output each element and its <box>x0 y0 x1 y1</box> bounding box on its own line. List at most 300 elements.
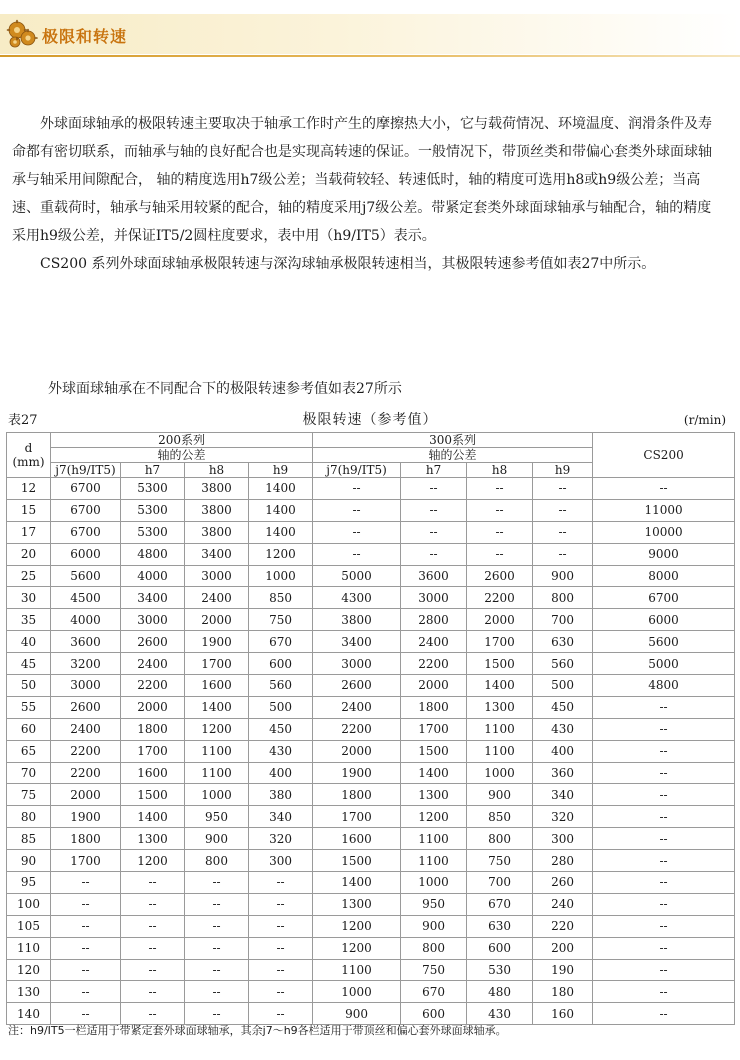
speed-cell: 4000 <box>121 565 185 587</box>
speed-cell: 320 <box>249 828 313 850</box>
table-row <box>7 565 735 587</box>
speed-cell: 1600 <box>121 762 185 784</box>
speed-cell: 850 <box>467 806 533 828</box>
speed-cell: 800 <box>533 587 593 609</box>
table-row <box>7 587 735 609</box>
speed-cell: 340 <box>533 784 593 806</box>
speed-cell: 360 <box>533 762 593 784</box>
speed-cell: 2000 <box>467 609 533 631</box>
speed-cell: 4500 <box>51 587 121 609</box>
tol-col-header: h7 <box>401 463 467 478</box>
speed-cell: 800 <box>401 937 467 959</box>
speed-cell: 1500 <box>313 850 401 872</box>
speed-cell: -- <box>313 521 401 543</box>
speed-cell: -- <box>401 499 467 521</box>
table-row <box>7 915 735 937</box>
speed-cell: 1700 <box>401 718 467 740</box>
speed-cell: -- <box>121 959 185 981</box>
speed-cell: 1500 <box>401 740 467 762</box>
speed-cell: -- <box>593 784 735 806</box>
bore-diameter-cell: 35 <box>7 609 51 631</box>
speed-cell: 6000 <box>51 543 121 565</box>
speed-cell: 1300 <box>313 893 401 915</box>
speed-cell: -- <box>51 981 121 1003</box>
speed-cell: 450 <box>249 718 313 740</box>
speed-cell: 1400 <box>185 696 249 718</box>
table-row <box>7 675 735 697</box>
speed-cell: 1900 <box>313 762 401 784</box>
speed-cell: -- <box>185 981 249 1003</box>
speed-cell: 280 <box>533 850 593 872</box>
speed-cell: 2200 <box>121 675 185 697</box>
speed-cell: 1400 <box>249 478 313 500</box>
speed-cell: 1100 <box>313 959 401 981</box>
speed-cell: 340 <box>249 806 313 828</box>
bore-diameter-cell: 105 <box>7 915 51 937</box>
d-header: d (mm) <box>7 433 51 478</box>
speed-cell: 5000 <box>313 565 401 587</box>
bore-diameter-cell: 70 <box>7 762 51 784</box>
speed-cell: 1800 <box>51 828 121 850</box>
speed-cell: 4000 <box>51 609 121 631</box>
speed-cell: 1800 <box>401 696 467 718</box>
speed-cell: 1000 <box>401 872 467 894</box>
speed-cell: 700 <box>533 609 593 631</box>
speed-cell: 900 <box>467 784 533 806</box>
tol-col-header: h8 <box>467 463 533 478</box>
speed-cell: 320 <box>533 806 593 828</box>
paragraph-2: CS200 系列外球面球轴承极限转速与深沟球轴承极限转速相当，其极限转速参考值如表27中所示。 <box>40 256 656 272</box>
speed-cell: -- <box>593 872 735 894</box>
bore-diameter-cell: 55 <box>7 696 51 718</box>
speed-cell: 3400 <box>185 543 249 565</box>
speed-cell: 750 <box>467 850 533 872</box>
speed-cell: 5300 <box>121 499 185 521</box>
table-row <box>7 609 735 631</box>
speed-cell: 1900 <box>185 631 249 653</box>
speed-cell: 1100 <box>467 718 533 740</box>
paragraph-1: 外球面球轴承的极限转速主要取决于轴承工作时产生的摩擦热大小，它与载荷情况、环境温度、润滑条件及寿命都有密切联系，而轴承与轴的良好配合也是实现高转速的保证。一般情况下，带顶丝类和带偏心套类外球面球轴承与轴采用间隙配合， 轴的精度选用h7级公差；当载荷较轻、转速低时，轴的精度可选用h8或h9级公差；当高速、重载荷时，轴承与轴采用较紧的配合，轴的精度采用j7级公差。带紧定套类外球面球轴承与轴配合，轴的精度采用h9级公差，并保证IT5/2圆柱度要求，表中用（h9/IT5）表示。 <box>12 116 712 244</box>
tol-col-header: j7(h9/IT5) <box>51 463 121 478</box>
speed-cell: -- <box>593 893 735 915</box>
speed-cell: 600 <box>467 937 533 959</box>
table-title: 极限转速（参考值） <box>302 412 438 428</box>
speed-cell: 1000 <box>185 784 249 806</box>
speed-cell: 630 <box>533 631 593 653</box>
speed-cell: -- <box>51 1003 121 1025</box>
shaft-tolerance-header: 轴的公差 <box>51 448 313 463</box>
table-row <box>7 784 735 806</box>
speed-cell: -- <box>313 478 401 500</box>
bore-diameter-cell: 60 <box>7 718 51 740</box>
speed-cell: 1100 <box>185 762 249 784</box>
speed-cell: 2600 <box>51 696 121 718</box>
speed-cell: -- <box>51 915 121 937</box>
speed-cell: 1300 <box>467 696 533 718</box>
speed-cell: 2000 <box>313 740 401 762</box>
speed-cell: 4800 <box>593 675 735 697</box>
bore-diameter-cell: 12 <box>7 478 51 500</box>
speed-cell: -- <box>249 981 313 1003</box>
speed-cell: 1300 <box>121 828 185 850</box>
bore-diameter-cell: 17 <box>7 521 51 543</box>
tol-col-header: h9 <box>533 463 593 478</box>
speed-limit-table <box>6 432 735 1025</box>
speed-cell: -- <box>593 959 735 981</box>
speed-cell: 480 <box>467 981 533 1003</box>
speed-cell: 5000 <box>593 653 735 675</box>
speed-cell: 1200 <box>121 850 185 872</box>
speed-cell: 6700 <box>593 587 735 609</box>
speed-cell: 5300 <box>121 521 185 543</box>
speed-cell: -- <box>121 1003 185 1025</box>
speed-cell: -- <box>533 521 593 543</box>
speed-cell: -- <box>533 478 593 500</box>
speed-cell: 900 <box>533 565 593 587</box>
table-row <box>7 718 735 740</box>
shaft-tolerance-header: 轴的公差 <box>313 448 593 463</box>
speed-cell: 160 <box>533 1003 593 1025</box>
speed-cell: -- <box>593 937 735 959</box>
speed-cell: -- <box>593 478 735 500</box>
table-row <box>7 631 735 653</box>
speed-cell: -- <box>593 696 735 718</box>
table-row <box>7 521 735 543</box>
gear-cluster-icon <box>6 18 38 50</box>
speed-cell: 900 <box>313 1003 401 1025</box>
speed-cell: 1200 <box>313 915 401 937</box>
speed-cell: 220 <box>533 915 593 937</box>
table-row <box>7 653 735 675</box>
bore-diameter-cell: 140 <box>7 1003 51 1025</box>
speed-cell: 1200 <box>185 718 249 740</box>
series-200-header: 200系列 <box>51 433 313 448</box>
bore-diameter-cell: 45 <box>7 653 51 675</box>
speed-cell: -- <box>51 872 121 894</box>
speed-cell: 2400 <box>121 653 185 675</box>
speed-cell: 800 <box>185 850 249 872</box>
table-row <box>7 850 735 872</box>
speed-cell: -- <box>467 521 533 543</box>
speed-cell: -- <box>51 937 121 959</box>
speed-cell: 2200 <box>401 653 467 675</box>
table-row <box>7 543 735 565</box>
speed-cell: -- <box>249 893 313 915</box>
speed-cell: 1100 <box>185 740 249 762</box>
bore-diameter-cell: 30 <box>7 587 51 609</box>
speed-cell: -- <box>313 499 401 521</box>
speed-cell: -- <box>593 740 735 762</box>
speed-cell: 430 <box>249 740 313 762</box>
speed-cell: 2000 <box>51 784 121 806</box>
table-row <box>7 981 735 1003</box>
speed-cell: -- <box>121 872 185 894</box>
speed-cell: -- <box>249 872 313 894</box>
speed-cell: 240 <box>533 893 593 915</box>
speed-cell: 1100 <box>467 740 533 762</box>
bore-diameter-cell: 75 <box>7 784 51 806</box>
speed-cell: -- <box>401 478 467 500</box>
speed-cell: 1200 <box>401 806 467 828</box>
speed-cell: 6000 <box>593 609 735 631</box>
speed-cell: 1700 <box>467 631 533 653</box>
speed-cell: 1000 <box>249 565 313 587</box>
speed-cell: 3000 <box>185 565 249 587</box>
speed-cell: 2600 <box>313 675 401 697</box>
cs200-header: CS200 <box>593 433 735 478</box>
table-body <box>7 478 735 1025</box>
table-row <box>7 937 735 959</box>
bore-diameter-cell: 90 <box>7 850 51 872</box>
speed-cell: 1500 <box>467 653 533 675</box>
speed-cell: 400 <box>249 762 313 784</box>
speed-cell: 180 <box>533 981 593 1003</box>
speed-cell: 1600 <box>313 828 401 850</box>
speed-cell: -- <box>533 543 593 565</box>
bore-diameter-cell: 25 <box>7 565 51 587</box>
series-300-header: 300系列 <box>313 433 593 448</box>
speed-cell: 3000 <box>121 609 185 631</box>
bore-diameter-cell: 65 <box>7 740 51 762</box>
speed-cell: 9000 <box>593 543 735 565</box>
speed-cell: 8000 <box>593 565 735 587</box>
speed-cell: 700 <box>467 872 533 894</box>
tol-col-header: j7(h9/IT5) <box>313 463 401 478</box>
speed-cell: 2400 <box>313 696 401 718</box>
speed-cell: -- <box>593 1003 735 1025</box>
speed-cell: 2000 <box>185 609 249 631</box>
speed-cell: 530 <box>467 959 533 981</box>
speed-cell: 670 <box>467 893 533 915</box>
speed-cell: 3800 <box>185 499 249 521</box>
speed-cell: 560 <box>533 653 593 675</box>
speed-cell: -- <box>185 959 249 981</box>
speed-cell: -- <box>593 762 735 784</box>
speed-cell: 2600 <box>121 631 185 653</box>
speed-cell: 2000 <box>401 675 467 697</box>
speed-cell: 900 <box>401 915 467 937</box>
speed-cell: 1000 <box>467 762 533 784</box>
speed-cell: 500 <box>249 696 313 718</box>
speed-cell: -- <box>593 806 735 828</box>
bore-diameter-cell: 80 <box>7 806 51 828</box>
speed-cell: 5300 <box>121 478 185 500</box>
table-row <box>7 959 735 981</box>
speed-cell: 1900 <box>51 806 121 828</box>
speed-cell: 1100 <box>401 828 467 850</box>
speed-cell: -- <box>249 959 313 981</box>
bore-diameter-cell: 120 <box>7 959 51 981</box>
speed-cell: 5600 <box>593 631 735 653</box>
speed-cell: -- <box>401 543 467 565</box>
speed-cell: 300 <box>249 850 313 872</box>
speed-cell: 1200 <box>249 543 313 565</box>
speed-cell: 750 <box>249 609 313 631</box>
speed-cell: 950 <box>401 893 467 915</box>
speed-cell: 260 <box>533 872 593 894</box>
speed-cell: 3600 <box>401 565 467 587</box>
speed-cell: 6700 <box>51 521 121 543</box>
section-title: 极限和转速 <box>42 27 128 46</box>
speed-cell: -- <box>593 981 735 1003</box>
header-rule <box>0 55 740 57</box>
speed-cell: 3000 <box>313 653 401 675</box>
speed-cell: 560 <box>249 675 313 697</box>
table-note: 注：h9/IT5一栏适用于带紧定套外球面球轴承，其余j7～h9各栏适用于带顶丝和偏心套外球面球轴承。 <box>8 1024 507 1037</box>
speed-cell: -- <box>249 1003 313 1025</box>
speed-cell: 950 <box>185 806 249 828</box>
speed-cell: 900 <box>185 828 249 850</box>
table-caption: 外球面球轴承在不同配合下的极限转速参考值如表27所示 <box>48 381 402 397</box>
speed-cell: 1400 <box>249 521 313 543</box>
body-text <box>12 110 712 278</box>
speed-cell: 2200 <box>467 587 533 609</box>
speed-cell: -- <box>467 478 533 500</box>
speed-cell: 5600 <box>51 565 121 587</box>
speed-cell: 1700 <box>51 850 121 872</box>
speed-cell: 3800 <box>185 521 249 543</box>
speed-cell: 1100 <box>401 850 467 872</box>
table-row <box>7 740 735 762</box>
speed-cell: 1400 <box>249 499 313 521</box>
table-row <box>7 696 735 718</box>
speed-cell: 4300 <box>313 587 401 609</box>
speed-cell: 1000 <box>313 981 401 1003</box>
speed-cell: 400 <box>533 740 593 762</box>
speed-cell: 3800 <box>313 609 401 631</box>
bore-diameter-cell: 95 <box>7 872 51 894</box>
speed-cell: 1400 <box>121 806 185 828</box>
speed-cell: 1500 <box>121 784 185 806</box>
speed-cell: 3200 <box>51 653 121 675</box>
speed-cell: 600 <box>249 653 313 675</box>
speed-cell: -- <box>121 937 185 959</box>
speed-cell: 1200 <box>313 937 401 959</box>
table-row <box>7 872 735 894</box>
speed-cell: 6700 <box>51 478 121 500</box>
speed-cell: -- <box>593 915 735 937</box>
speed-cell: -- <box>593 718 735 740</box>
speed-cell: -- <box>249 937 313 959</box>
speed-cell: 2000 <box>121 696 185 718</box>
speed-cell: -- <box>185 937 249 959</box>
speed-cell: 1800 <box>313 784 401 806</box>
bore-diameter-cell: 130 <box>7 981 51 1003</box>
speed-cell: -- <box>313 543 401 565</box>
speed-cell: -- <box>593 850 735 872</box>
bore-diameter-cell: 50 <box>7 675 51 697</box>
tol-col-header: h7 <box>121 463 185 478</box>
speed-cell: 300 <box>533 828 593 850</box>
speed-cell: 450 <box>533 696 593 718</box>
speed-cell: 2200 <box>51 740 121 762</box>
speed-cell: 1300 <box>401 784 467 806</box>
table-row <box>7 893 735 915</box>
speed-cell: 1600 <box>185 675 249 697</box>
speed-cell: 3000 <box>401 587 467 609</box>
speed-cell: -- <box>51 959 121 981</box>
speed-cell: -- <box>185 1003 249 1025</box>
speed-cell: -- <box>249 915 313 937</box>
speed-cell: -- <box>467 499 533 521</box>
table-number: 表27 <box>8 413 38 428</box>
section-header <box>0 0 740 58</box>
speed-cell: 2400 <box>401 631 467 653</box>
speed-cell: 430 <box>467 1003 533 1025</box>
speed-cell: -- <box>185 915 249 937</box>
speed-cell: -- <box>185 893 249 915</box>
speed-cell: -- <box>185 872 249 894</box>
speed-cell: 1400 <box>313 872 401 894</box>
speed-cell: 11000 <box>593 499 735 521</box>
speed-cell: 850 <box>249 587 313 609</box>
bore-diameter-cell: 40 <box>7 631 51 653</box>
speed-cell: 2600 <box>467 565 533 587</box>
speed-cell: 1400 <box>467 675 533 697</box>
speed-cell: 630 <box>467 915 533 937</box>
speed-cell: 500 <box>533 675 593 697</box>
speed-cell: 2800 <box>401 609 467 631</box>
table-row <box>7 499 735 521</box>
speed-cell: 10000 <box>593 521 735 543</box>
speed-cell: -- <box>593 828 735 850</box>
speed-cell: 1700 <box>313 806 401 828</box>
speed-cell: 1700 <box>121 740 185 762</box>
speed-cell: 380 <box>249 784 313 806</box>
table-row <box>7 828 735 850</box>
speed-cell: -- <box>121 893 185 915</box>
speed-cell: 750 <box>401 959 467 981</box>
speed-cell: 3400 <box>313 631 401 653</box>
bore-diameter-cell: 100 <box>7 893 51 915</box>
speed-cell: 3600 <box>51 631 121 653</box>
speed-cell: 670 <box>249 631 313 653</box>
speed-cell: -- <box>121 915 185 937</box>
table-unit: (r/min) <box>683 413 726 427</box>
speed-cell: 600 <box>401 1003 467 1025</box>
speed-cell: 800 <box>467 828 533 850</box>
speed-cell: 2200 <box>313 718 401 740</box>
bore-diameter-cell: 110 <box>7 937 51 959</box>
speed-cell: -- <box>121 981 185 1003</box>
speed-cell: 6700 <box>51 499 121 521</box>
speed-cell: 3000 <box>51 675 121 697</box>
table-row <box>7 762 735 784</box>
speed-cell: 2400 <box>185 587 249 609</box>
speed-cell: -- <box>467 543 533 565</box>
speed-cell: 2400 <box>51 718 121 740</box>
speed-cell: 670 <box>401 981 467 1003</box>
bore-diameter-cell: 15 <box>7 499 51 521</box>
speed-cell: 4800 <box>121 543 185 565</box>
bore-diameter-cell: 20 <box>7 543 51 565</box>
speed-cell: -- <box>51 893 121 915</box>
speed-cell: 3800 <box>185 478 249 500</box>
speed-cell: 2200 <box>51 762 121 784</box>
speed-cell: 190 <box>533 959 593 981</box>
table-row <box>7 478 735 500</box>
bore-diameter-cell: 85 <box>7 828 51 850</box>
speed-cell: -- <box>401 521 467 543</box>
speed-cell: 1800 <box>121 718 185 740</box>
table-row <box>7 806 735 828</box>
speed-cell: -- <box>533 499 593 521</box>
speed-cell: 1400 <box>401 762 467 784</box>
speed-cell: 3400 <box>121 587 185 609</box>
tol-col-header: h8 <box>185 463 249 478</box>
tol-col-header: h9 <box>249 463 313 478</box>
speed-cell: 430 <box>533 718 593 740</box>
